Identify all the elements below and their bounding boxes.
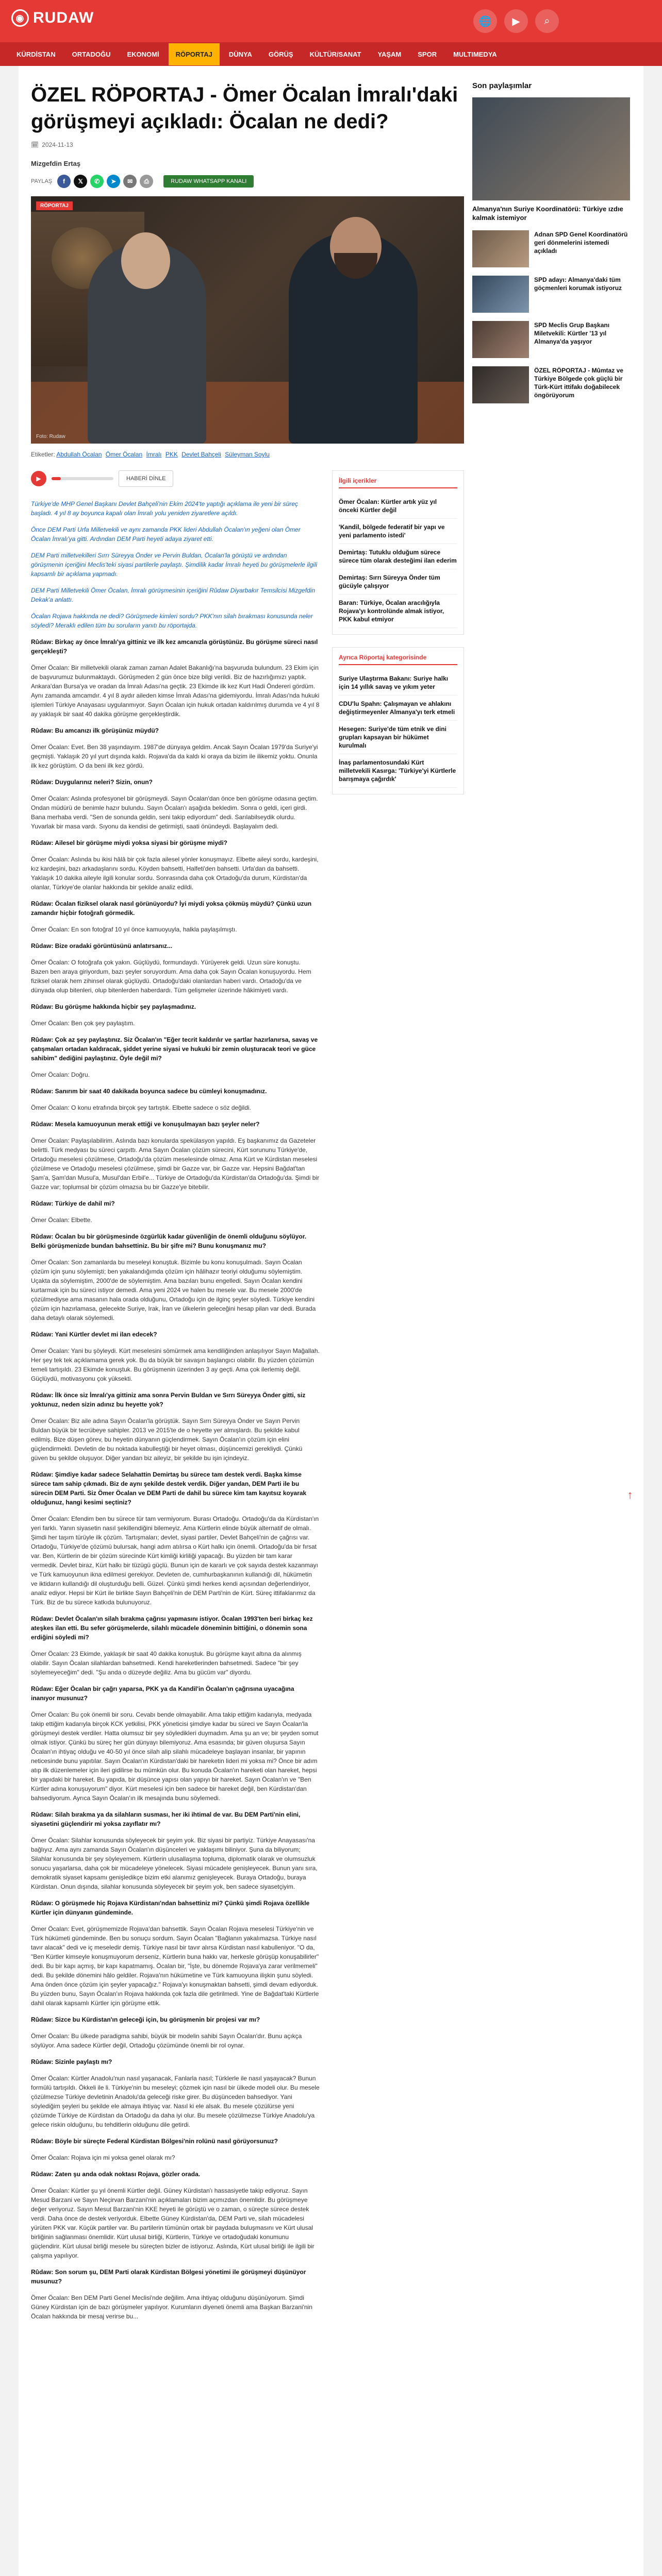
related-item[interactable]: Demirtaş: Sırrı Süreyya Önder tüm gücüyle çalışıyor bbox=[339, 569, 457, 595]
article-intro: Önce DEM Parti Urfa Milletvekili ve aynı zamanda PKK lideri Abdullah Öcalan'ın yeğeni olan Ömer Öcalan İmralı'ya gitti. Ardından DEM Parti heyeti adaya ziyaret etti. bbox=[31, 526, 301, 543]
latest-post-title: ÖZEL RÖPORTAJ - Mûmtaz ve Türkiye Bölgede çok güçlü bir Türk-Kürt ittifakı doğabilecek öngörüyorum bbox=[534, 367, 623, 399]
nav-item-ortadogu[interactable]: ORTADOĞU bbox=[72, 50, 111, 58]
interview-question: Rûdaw: Bize oradaki görüntüsünü anlatırsanız... bbox=[31, 942, 173, 950]
interview-question: Rûdaw: Yani Kürtler devlet mi ilan edecek? bbox=[31, 1331, 157, 1338]
featured-post-title[interactable]: Almanya'nın Suriye Koordinatörü: Türkiye ızdıe kalmak istemiyor bbox=[472, 205, 623, 222]
interview-answer: Ömer Öcalan: 23 Ekimde, yaklaşık bir saat 40 dakika konuştuk. Bu görüşme kayıt altına da alınmış olabilir. Sayın Öcalan silahlardan bahsetmedi. Kendi hareketlerinden bahsetmedi. Sadece "bir şey söylemeyeceğim" dedi. "Şu anda o düzeyde değiliz. Ama bu gücüm var" diyordu. bbox=[31, 1650, 302, 1676]
facebook-icon[interactable]: f bbox=[57, 175, 71, 188]
article-lower bbox=[31, 470, 464, 2328]
tag-link[interactable]: Devlet Bahçeli bbox=[181, 451, 221, 458]
interview-answer: Ömer Öcalan: Paylaşılabilirim. Aslında bazı konularda spekülasyon yapıldı. Eş başkanımız da Gazeteler belirtti. Türk medyası bu süreci çarpıttı. Ama Sayın Öcalan çözüm sürecini, Kürt sorununu Türkiye'de, Ortadoğu meselesi çözülmese, Ortadoğu'da çözüm meselesinde olmaz. Ama Kürt ve Kürdistan meselesi çözülmese ve Ortadoğu meselesi çözülmese, şimdi bir Gazze var, bir Gazze var. Hepsini Bağdat'tan Şam'a, Şam'dan Musul'a, Musul'dan Erbil'e... Türkiye de Ortadoğu'da Kürdistan'da Ortadoğu'da. Şimdi bir Gazze var; toplumsal bir çözüm olmazsa bu bir Gazze'ye bitebilir. bbox=[31, 1137, 320, 1191]
latest-posts-list bbox=[472, 230, 630, 403]
search-icon[interactable]: ⌕ bbox=[535, 9, 559, 33]
interview-answer: Ömer Öcalan: Doğru. bbox=[31, 1071, 90, 1078]
share-bar bbox=[31, 175, 464, 188]
interview-answer: Ömer Öcalan: O fotoğrafa çok yakın. Güçlüydü, formundaydı. Yürüyerek geldi. Uzun süre konuştu. Bazen ben araya giriyordum, bazı şeyler soruyordum. Ama daha çok Sayın Öcalan konuşuyordu. Hem fiziksel olarak hem zihinsel olarak güçlüydü. Ortadoğu'daki olanlardan haberi vardı. Ortadoğu'da ve dünyada olup bitenleri, olup bitenlerden haberdardı. Tüm gelişmeler üzerinde hâkimiyeti vardı. bbox=[31, 959, 311, 994]
rudaw-logo-mark: ◉ bbox=[11, 9, 29, 27]
latest-post-title: Adnan SPD Genel Koordinatörü geri dönmelerini istemedi açıkladı bbox=[534, 231, 628, 255]
tag-link[interactable]: Ömer Öcalan bbox=[105, 451, 143, 458]
article-main bbox=[31, 81, 464, 2328]
nav-item-dunya[interactable]: DÜNYA bbox=[228, 50, 252, 58]
article-body bbox=[31, 470, 320, 2328]
x-icon[interactable]: 𝕏 bbox=[74, 175, 87, 188]
interview-question: Rûdaw: Sizinle paylaştı mı? bbox=[31, 2058, 112, 2065]
interview-question: Rûdaw: Sizce bu Kürdistan'ın geleceği için, bu görüşmenin bir projesi var mı? bbox=[31, 2016, 260, 2023]
nav-item-kultur-sanat[interactable]: KÜLTÜR/SANAT bbox=[309, 50, 361, 58]
main-navigation bbox=[0, 42, 662, 66]
latest-posts-sidebar bbox=[472, 81, 630, 412]
article-author[interactable]: Mizgefdin Ertaş bbox=[31, 160, 81, 167]
latest-post-row[interactable] bbox=[472, 276, 630, 313]
article-aside bbox=[332, 470, 464, 2328]
interview-answer: Ömer Öcalan: O konu etrafında birçok şey tartıştık. Elbette sadece o söz değildi. bbox=[31, 1104, 251, 1111]
interview-answer: Ömer Öcalan: Biz aile adına Sayın Öcalan'la görüştük. Sayın Sırrı Süreyya Önder ve Sayın Pervin Buldan büyük bir tecrübeye sahipler. 2013 ve 2015'te de o heyette yer almışlardı. Bu şekilde kabul edilmiş. Bize düşen görev, bu heyetin dünyanın güçlendirmek. Sayın Öcalan'ın çözüm için elini güçlendirmekti. Devletin de bu noktada kabulleştiği bir heyet olması, düşüncemizi gerekliydi. Çünkü güven bu şekilde oluşuyor. Diğer yandan biz aileyiz, bir şekilde bu işin içindeyiz. bbox=[31, 1417, 303, 1462]
latest-post-thumb bbox=[472, 276, 529, 313]
interview-answer: Ömer Öcalan: Kürtler Anadolu'nun nasıl yaşanacak, Fanlarla nasıl; Türklerle ile nasıl yaşayacak? Bunun formülü tartışıldı. Ökkeli ile li. Türkiye'nin bu meseleyi; çözmek için nasıl bir ülkede modeli olur. Bu mesele çözülmezse Türkiye devletinin Anadolu'da geleceği riske girer. Bu düşünceden bahsediyor. Yani söylediğim şeyleri bu şekilde ele almaya ihtiyaç var. Nasıl ki ele alsak. Bu mesele çözülürse yeni çözümde Türkiye de Kürdistan da Ortadoğu da daha iyi olur. Bu mesele çözülmezse Türkiye Anadolu'ya gelece riskin olduğunu, bu tehditlerin olduğunu dile getirdi. bbox=[31, 2075, 320, 2128]
interview-answer: Ömer Öcalan: Ben çok şey paylaştım. bbox=[31, 1020, 135, 1027]
category-item[interactable]: Hesegen: Suriye'de tüm etnik ve dini grupları kapsayan bir hükümet kurulmalı bbox=[339, 721, 457, 754]
whatsapp-icon[interactable]: ✆ bbox=[90, 175, 104, 188]
interview-answer: Ömer Öcalan: Evet, görüşmemizde Rojava'dan bahsettik. Sayın Öcalan Rojava meselesi Türkiye'nin ve Türk hükümeti gündeminde. Ben bu sonuçu sordum. Sayın Öcalan "Bağlanın yakalımazsa. Türkiye nasıl tavır alacak" dedi ve iç meseledir demiş. Türkiye nasıl bir tavır alırsa Kürdistan nasıl kabulleniyor. "O da, "Ben Kürtler kimseyle konuşmuyorum derseniz, Kürtlerin buna hakkı var, herkesle görüşüp konuşabilirler" dedi. Bu bir kapı açmış, bir kapı kapatmamış. Öcalan bir, "İşte, bu dönemde Rojava'ya zarar verilmemeli" dedi. Bu şekilde dönemini hâlo geldiler. Rojava'nın hükümetine ve Türk kamuoyuna ilişkin şunu söyledi. Ama önden önce çözüm için şeyler yapacağız." Rojava'yı konuşmaktan bahsetti, şimdi devam ediyorduk. Bu yüzden bunu, Sayın Öcalan'ın Rojava hakkında çok fazla dile getirilmedi. Yine de Bağdat'taki Kürtlerle dahil olarak kapsamlı Kürtler için görüşme ettik. bbox=[31, 1925, 319, 2007]
listen-news-button[interactable]: HABERİ DİNLE bbox=[119, 470, 173, 487]
article-intro: DEM Parti milletvekilleri Sırrı Süreyya Önder ve Pervin Buldan, Öcalan'la görüştü ve ardından görüşmenin içeriğini Meclis'teki siyasi partilerle paylaştı. Şimdilik kadar İmralı heyeti bu görüşmelerle ilgili kapsamlı bir açıklama yapmadı. bbox=[31, 552, 318, 578]
interview-question: Rûdaw: Türkiye de dahil mi? bbox=[31, 1200, 115, 1207]
interview-answer: Ömer Öcalan: Elbette. bbox=[31, 1216, 92, 1224]
nav-item-spor[interactable]: SPOR bbox=[418, 50, 437, 58]
latest-post-row[interactable] bbox=[472, 321, 630, 358]
nav-item-yasam[interactable]: YAŞAM bbox=[377, 50, 402, 58]
tag-link[interactable]: Süleyman Soylu bbox=[225, 451, 270, 458]
interview-question: Rûdaw: Mesela kamuoyunun merak ettiği ve konuşulmayan bazı şeyler neler? bbox=[31, 1121, 260, 1128]
related-item[interactable]: Baran: Türkiye, Öcalan aracılığıyla Rojava'yı kontrolünde almak istiyor, PKK kabul etmiyor bbox=[339, 595, 457, 628]
tag-link[interactable]: İmralı bbox=[146, 451, 162, 458]
nav-item-roportaj[interactable]: RÖPORTAJ bbox=[169, 43, 220, 65]
tag-link[interactable]: Abdullah Öcalan bbox=[56, 451, 102, 458]
hero-photo-credit: Foto: Rudaw bbox=[36, 434, 65, 439]
category-item[interactable]: İnaş parlamentosundaki Kürt milletvekili Kasırga: 'Türkiye'yi Kürtlerle barışmaya çağırdık' bbox=[339, 754, 457, 788]
page-container bbox=[19, 66, 643, 2576]
related-content-title: İlgili içerikler bbox=[339, 477, 457, 488]
latest-posts-title: Son paylaşımlar bbox=[472, 81, 532, 90]
related-content-box bbox=[332, 470, 464, 635]
article-date bbox=[31, 141, 464, 148]
latest-post-thumb bbox=[472, 230, 529, 267]
nav-item-gorus[interactable]: GÖRÜŞ bbox=[268, 50, 293, 58]
category-content-box bbox=[332, 647, 464, 794]
latest-post-row[interactable] bbox=[472, 366, 630, 403]
latest-post-title: SPD adayı: Almanya'daki tüm göçmenleri korumak istiyoruz bbox=[534, 276, 622, 292]
interview-question: Rûdaw: Sanırım bir saat 40 dakikada boyunca sadece bu cümleyi konuşmadınız. bbox=[31, 1088, 267, 1095]
latest-post-thumb bbox=[472, 321, 529, 358]
interview-answer: Ömer Öcalan: Son zamanlarda bu meseleyi konuştuk. Bizimle bu konu konuşulmadı. Sayın Öcalan çözüm için şunu söylemişti; ben yakalandığımda çözüm için hâlihazır teoriyi olduğumu söylemiştim. Uçakta da söylemiştim, 2000'de de söylemiştim. Ama bazıları bunu engelledi. Sayın Öcalan kendini kurtarmak için bu süreci istiyor demedi. Ama yeni 2024 ve halen bu mesele var. Bu mesele 2000'de çözülmediyse ama masanın hala orada olduğunu, Ortadoğu için de ilginç şeyler söyledi. Türkiye kendini çözüm için hazırlamasa, gelecekte Suriye, Irak, İran ve ülkelerin geleceğini hesap pilan var dedi. Burada daha detaylı olarak söylemedi. bbox=[31, 1259, 316, 1321]
article-date-text: 2024-11-13 bbox=[42, 141, 73, 148]
interview-question: Rûdaw: Ailesel bir görüşme miydi yoksa siyasi bir görüşme miydi? bbox=[31, 839, 228, 846]
interview-question: Rûdaw: Silah bırakma ya da silahların susması, her iki ihtimal de var. Bu DEM Parti'nin elini, siyasetini güçlendirir mi yoksa zayıflatır mı? bbox=[31, 1811, 301, 1827]
interview-answer: Ömer Öcalan: Rojava için mi yoksa genel olarak mı? bbox=[31, 2154, 175, 2161]
interview-answer: Ömer Öcalan: Bu ülkede paradigma sahibi, büyük bir modelin sahibi Sayın Öcalan'dır. Bunu açıkça söylüyor. Ama sadece Kürtler değil, Ortadoğu çözümünde önemli bir rol oynar. bbox=[31, 2032, 302, 2049]
nav-item-multimedya[interactable]: MULTIMEDYA bbox=[453, 50, 497, 58]
interview-question: Rûdaw: Bu görüşme hakkında hiçbir şey paylaşmadınız. bbox=[31, 1003, 196, 1010]
nav-item-kurdistan[interactable]: KÜRDİSTAN bbox=[16, 50, 56, 58]
article-intro: Türkiye'de MHP Genel Başkanı Devlet Bahçeli'nin Ekim 2024'te yaptığı açıklama ile yeni bir süreç başladı. 4 yıl 8 ay boyunca kapalı olan İmralı yolu yeniden ziyaretlere açıldı. bbox=[31, 500, 298, 517]
interview-question: Rûdaw: Birkaç ay önce İmralı'ya gittiniz ve ilk kez amcanızla görüştünüz. Bu görüşme süreci nasıl gerçekleşti? bbox=[31, 638, 318, 655]
hero-category-tag: RÖPORTAJ bbox=[36, 201, 73, 210]
latest-post-title: SPD Meclis Grup Başkanı Miletvekili: Kürtler '13 yıl Almanya'da yaşıyor bbox=[534, 321, 610, 345]
interview-answer: Ömer Öcalan: Ben DEM Parti Genel Meclisi'nde değilim. Ama ihtiyaç olduğunu düşünüyorum. Şimdi Güney Kürdistan için de bazı görüşmeler yapılıyor. Kurumların diyeneti önemli ama Başkan Barzani'nin Öcalan hakkında bir mesaj verirse bu... bbox=[31, 2294, 312, 2320]
related-item[interactable]: Demirtaş: Tutuklu olduğum sürece sürece tüm olarak desteğimi ilan ederim bbox=[339, 544, 457, 569]
top-bar bbox=[0, 0, 662, 42]
interview-question: Rûdaw: Şimdiye kadar sadece Selahattin Demirtaş bu sürece tam destek verdi. Başka kimse sürece tam sahip çıkmadı. Biz de aynı şekilde destek verdik. Diğer yandan, DEM Parti ile bu sürecin DEM Parti. Siz Ömer Öcalan ve DEM Parti de dahil bu sürece kim tam kayıtsız koyarak olduğunuz, hangi kesimi seçtiniz? bbox=[31, 1471, 307, 1506]
interview-question: Rûdaw: İlk önce siz İmralı'ya gittiniz ama sonra Pervin Buldan ve Sırrı Süreyya Önder gitti, siz yoktunuz, neden sizin adınız bu heyette yok? bbox=[31, 1392, 306, 1408]
interview-answer: Ömer Öcalan: Aslında profesyonel bir görüşmeydi. Sayın Öcalan'dan önce ben görüşme odasına geçtim. Ondan müdürü de benimle hazır bulundu. Sayın Öcalan'ı aşağıda bekledim. Sonra o geldi, içeri girdi. Bana merhaba verdi. "Sen de sonunda geldin, seni takip ediyordum" dedi. Sarılabilseydik olurdu. Yuvarlak bir masa vardı. Sıyonu da kendisi de getirmişti, saati önündeydi. Başlayalım dedi. bbox=[31, 795, 318, 830]
interview-question: Rûdaw: Duygularınız neleri? Sizin, onun? bbox=[31, 778, 153, 786]
interview-question: Rûdaw: Zaten şu anda odak noktası Rojava, gözler orada. bbox=[31, 2171, 201, 2178]
interview-question: Rûdaw: Öcalan bu bir görüşmesinde özgürlük kadar güvenliğin de önemli olduğunu söylüyor. Belki görüşmenizde bundan bahsettiniz. Bu bir şifre mi? Bunu konuşmanız mu? bbox=[31, 1233, 307, 1249]
audio-progress-fill bbox=[52, 477, 61, 480]
print-icon[interactable]: ⎙ bbox=[140, 175, 153, 188]
whatsapp-channel-button[interactable]: RUDAW WHATSAPP KANALI bbox=[163, 175, 254, 188]
share-label: PAYLAŞ bbox=[31, 178, 53, 184]
interview-answer: Ömer Öcalan: Aslında bu ikisi hâlâ bir çok fazla ailesel yönler konuşmayız. Elbette aileyi sordu, kardeşini, kız kardeşini, bazı arkadaşlarını sordu. Köyden bahsetti, Halfeti'den bahsetti. Urfa'dan da bahsetti. Yaklaşık 10 dakika aileyle ilgili konular sordu. Sonrasında daha çok Ortadoğu'da durum, Kürdistan'da olanlar, Türkiye'de olanlar hakkında bir şekilde analiz edildi. bbox=[31, 856, 319, 891]
article-tags bbox=[31, 451, 464, 458]
rudaw-logo[interactable] bbox=[11, 9, 94, 27]
interview-answer: Ömer Öcalan: Evet. Ben 38 yaşındayım. 1987'de dünyaya geldim. Ancak Sayın Öcalan 1979'da Suriye'yi geçmişti. Yaklaşık 20 yıl yurt dışında kaldı. Rojava'da da kaldı ki oraya da bizim ile ilikemiz yoktu. Onunla ilk kez görüştüm. O da beni ilk kez gördü. bbox=[31, 743, 318, 769]
interview-question: Rûdaw: Eğer Öcalan bir çağrı yaparsa, PKK ya da Kandil'in Öcalan'ın çağrısına uyacağına inanıyor musunuz? bbox=[31, 1685, 294, 1702]
interview-answer: Ömer Öcalan: Yani bu şöyleydi. Kürt meselesini sömürmek ama kendiliğinden anlaşılıyor Sayın Mağallah. Her şey tek tek açıklamama gerek yok. Bu da büyük bir savaşın başlangıcı olabilir. Bu yüzden çözümün temeli tartışıldı. 23 Ekimde konuştuk. Bu görüşmenin üzerinden 3 ay geçti. Ama çok ilerlemiş değil. Güçlüydü, motivasyonu çok yüksekti. bbox=[31, 1347, 320, 1382]
hero-interviewer-head bbox=[121, 232, 170, 289]
interview-question: Rûdaw: Son sorum şu, DEM Parti olarak Kürdistan Bölgesi yönetimi ile görüşmeyi düşünüyor musunuz? bbox=[31, 2268, 306, 2285]
interview-answer: Ömer Öcalan: Kürtler şu yıl önemli Kürtler değil. Güney Kürdistan'ı hassasiyetle takip ediyoruz. Sayın Mesud Barzani ve Sayın Neçirvan Barzani'nin açıklamaları bizim açımızdan önemlidir. Bu görüşmeye değer veriyoruz. Sayın Mesut Barzani'nin KKE heyeti ile görüştü ve o zaman, o süreçte sürece destek verdi. Daha önce de destek veriyorduk. Elbette Güney Kürdistan'da, DEM Parti ve, silah mücadelesi yürüten PKK var. Küçük partiler var. Bu partilerin tümünün ortak bir paydada buluşmasını ve Kürt ulusal birliğinin sağlanması önemlidir. Kürt ulusal birliği, Kürtlerin, Türkiye ve ortadoğudaki konumunu güçlendirir. Kürt ulusal birliği mesele bu süreçten bizler de istiyoruz. Aslında, Kürt ulusal birliği ile ilgili bir çalışma yapılıyor. bbox=[31, 2187, 315, 2259]
globe-icon[interactable]: 🌐 bbox=[473, 9, 497, 33]
category-content-title: Ayrıca Röportaj kategorisinde bbox=[339, 654, 457, 665]
interview-answer: Ömer Öcalan: Bu çok önemli bir soru. Cevabı bende olmayabilir. Ama takip ettiğim kadarıyla, medyada takip ettiğim kadarıyla birçok KCK yetkilisi, PKK yöneticisi şimdiye kadar bu süreci ve Sayın Öcalan'la görüşmeyi destek verdiler. Hatta olumsuz bir şey söyledikleri duymadım. Ama şu an ve; bir şeyden somut olmak istiyor. Çünkü bu süreç her gün dünyayı bilemiyoruz. Ama esasında; bir güven oluşursa Sayın Öcalan'ın ihtiyaç olduğu ve 40-50 yıl önce silah alip silahlı mücadeleye başlayan insanlar, bir yapının neticesinde bunu yapıtılar. Sayın Öcalan'ın Kürdistan'daki bir hareketin lideri mi yoksa mi? Önce bir adım atıp ilk düzenlemeler için ileri gidilirse bu mümkün olur. Bu konuda Öcalan'ın hareketi olan hareket, hepsi bir yapıdaki bir hareket. Bu yapıda, bir düşünce yapısı olan yapıyı bir hareket. Sayın Öcalan'ın ve "Ben Kürtler adına konuşuyorum" diyor. Kürt meselesi için ben sadece bir hareket değil, ben Kürdistan'dan bahsediyorum. Ayrıca Sayın Öcalan'ın ilk mesajında bunu söylemedi. bbox=[31, 1711, 319, 1802]
article-paragraphs bbox=[31, 499, 320, 2321]
interview-question: Rûdaw: Öcalan fiziksel olarak nasıl görünüyordu? İyi miydi yoksa çökmüş müydü? Çünkü uzun zamandır hiçbir fotoğrafı görmedik. bbox=[31, 900, 312, 917]
related-item[interactable]: 'Kandil, bölgede federatif bir yapı ve yeni parlamento istedi' bbox=[339, 519, 457, 544]
article-intro: Öcalan Rojava hakkında ne dedi? Görüşmede kimleri sordu? PKK'nın silah bırakması konusunda neler söyledi? Meraklı edilen tüm bu soruların yanıtı bu röportajda. bbox=[31, 613, 313, 629]
interview-answer: Ömer Öcalan: Bir milletvekili olarak zaman zaman Adalet Bakanlığı'na başvuruda bulundum. 23 Ekim için de başvurumuz bulunmaktaydı. Görüşmeden 2 gün önce bize bilgi verildi. Biz de hazırlığımızı yaptık. Ankara'dan Bursa'ya ve oradan da İmralı Adası'na geçtik. 23 Ekimde ilk kez Kurt Hadi Öndereri gördüm. Aynı zamanda amcamdır. 4 yıl 8 aydır aileden kimse İmralı Adası'na gidemiyordu. İmralı Adası'nda hukuki işlemleri Türkiye Anayasası uygulanmıyor. Sayın Öcalan için hukuk ortadan kaldırılmış durumda ve 4 yıl 8 ay yaklaşık bir saat 40 dakika görüşme gerçekleştirdik. bbox=[31, 664, 320, 718]
top-icons bbox=[473, 9, 559, 33]
interview-answer: Ömer Öcalan: En son fotoğraf 10 yıl önce kamuoyuyla, halkla paylaşılmıştı. bbox=[31, 926, 237, 933]
interview-question: Rûdaw: O görüşmede hiç Rojava Kürdistanı'ndan bahsettiniz mi? Çünkü şimdi Rojava özellikle Kürtler için dünyanın gündeminde. bbox=[31, 1900, 310, 1916]
audio-progress-bar[interactable] bbox=[52, 477, 113, 480]
interview-question: Rûdaw: Böyle bir süreçte Federal Kürdistan Bölgesi'nin rolünü nasıl görüyorsunuz? bbox=[31, 2138, 278, 2145]
interview-question: Rûdaw: Bu amcanızı ilk görüşünüz müydü? bbox=[31, 727, 159, 734]
related-item[interactable]: Ömer Öcalan: Kürtler artık yüz yıl önceki Kürtler değil bbox=[339, 494, 457, 519]
brand-name: RUDAW bbox=[33, 9, 94, 26]
article-intro: DEM Parti Milletvekili Ömer Öcalan, İmralı görüşmesinin içeriğini Rûdaw Diyarbakır Temsilcisi Mizgefdin Dekak'a anlattı. bbox=[31, 587, 316, 603]
article-title: ÖZEL RÖPORTAJ - Ömer Öcalan İmralı'daki görüşmeyi açıkladı: Öcalan ne dedi? bbox=[31, 83, 458, 133]
play-icon[interactable]: ▶ bbox=[31, 471, 46, 486]
latest-post-thumb bbox=[472, 366, 529, 403]
featured-post-image[interactable] bbox=[472, 97, 630, 200]
interview-answer: Ömer Öcalan: Efendim ben bu sürece tür tam vermiyorum. Burası Ortadoğu. Ortadoğu'da da Kürdistan'ın yeri farklı. Yanın siyasetin nasıl şekillendiğini bilemeyiz. Ama Kürtlerin elinde büyük alternatif de olmalı. Şimdi her taşım türüyle ilk çözüm. Tartışmaları; devlet, siyasi partiler, Devlet Bahçeli'nin de çağrısı var. Ortadoğu, Türkiye'de çözümü bulursak, hangi adım atılırsa o Kürt halkı için önemli. Ortadoğu'da bir fırsat var. Ben, Kürtlerin de bir çözüm sürecinde Kürt kimliği kirliliği yapacağı. Bu yüzden bir tam karar vermedik. Devlet biraz, Kürt halkı bir tüzügü güçlü. Bunun için de kararlı ve çok sayıda destek kazanmayı ve Türk kamuoyunun ikna edilmesi gerekiyor. Devleten de, cumhurbaşkanının kullandığı dil, hükümetin ve iktidarın kullandığı dil oluşturduğu belli. Güzel. Çünkü şimdi herkes kendi açısından değerlendiriyor, analiz ediyor. Hepsi bir Kürt ile birlikte Sayın Bahçeli'nin de DEM Parti'nin de Kürt. Süreç ittifaklarımız da Türk. Biz de bu sürece katkıda bulunuyoruz. bbox=[31, 1515, 319, 1606]
calendar-icon: 🗓 bbox=[31, 141, 39, 148]
category-item[interactable]: Suriye Ulaştırma Bakanı: Suriye halkı için 14 yıllık savaş ve yıkım yeter bbox=[339, 670, 457, 696]
interview-answer: Ömer Öcalan: Silahlar konusunda söyleyecek bir şeyim yok. Biz siyasi bir partiyiz. Türkiye Anayasası'na bağlıyız. Ama aynı zamanda Sayın Öcalan'ın düşünceleri ve yaklaşımı biliniyor. Şuna da biliyorum; Silahlar konusunda bir şey söyleyemem. Kürtlerin ulusallaşma topluma, diplomatik olarak ve olumsuzluk sonucu yaşarlarsa, daha çok bir mücadeleye yönelecek. Siyasi mücadele genişleyecek. Bunun yanı sıra, demokratik siyaset kapsamı genişledikçe bizim etki alanımız genişleyecek. Buraya Ortadoğu, buraya Kürdistan. Onun dışında, silahlar konusunda söyleyecek bir şeyim yok, ben sadece siyasetçiyim. bbox=[31, 1837, 318, 1890]
category-item[interactable]: CDU'lu Spahn: Çalışmayan ve ahlakını değiştirmeyenler Almanya'yı terk etmeli bbox=[339, 696, 457, 721]
scroll-to-top-icon[interactable]: ↑ bbox=[627, 1488, 633, 1501]
email-icon[interactable]: ✉ bbox=[123, 175, 137, 188]
interview-question: Rûdaw: Çok az şey paylaştınız. Siz Öcalan'ın "Eğer tecrit kaldırılır ve şartlar hazırlanırsa, savaş ve çatışmaları ortadan kaldıracak, şiddet yerine siyasi ve hukuki bir zemin oluşturacak teori ve güce sahibim" dediğini paylaştınız. Öyle değil mi? bbox=[31, 1036, 318, 1062]
latest-post-row[interactable] bbox=[472, 230, 630, 267]
interview-question: Rûdaw: Devlet Öcalan'ın silah bırakma çağrısı yapmasını istiyor. Öcalan 1993'ten beri birkaç kez ateşkes ilan etti. Bu sefer görüşmelerde, silahlı mücadele döneminin bittiğini, o dönemin sona erdiğini söyledi mi? bbox=[31, 1615, 313, 1641]
audio-player bbox=[31, 470, 320, 487]
tags-label: Etiketler: bbox=[31, 451, 55, 458]
hero-image bbox=[31, 196, 464, 444]
tag-link[interactable]: PKK bbox=[165, 451, 178, 458]
play-icon[interactable]: ▶ bbox=[504, 9, 528, 33]
telegram-icon[interactable]: ➤ bbox=[107, 175, 120, 188]
nav-item-ekonomi[interactable]: EKONOMİ bbox=[127, 50, 159, 58]
